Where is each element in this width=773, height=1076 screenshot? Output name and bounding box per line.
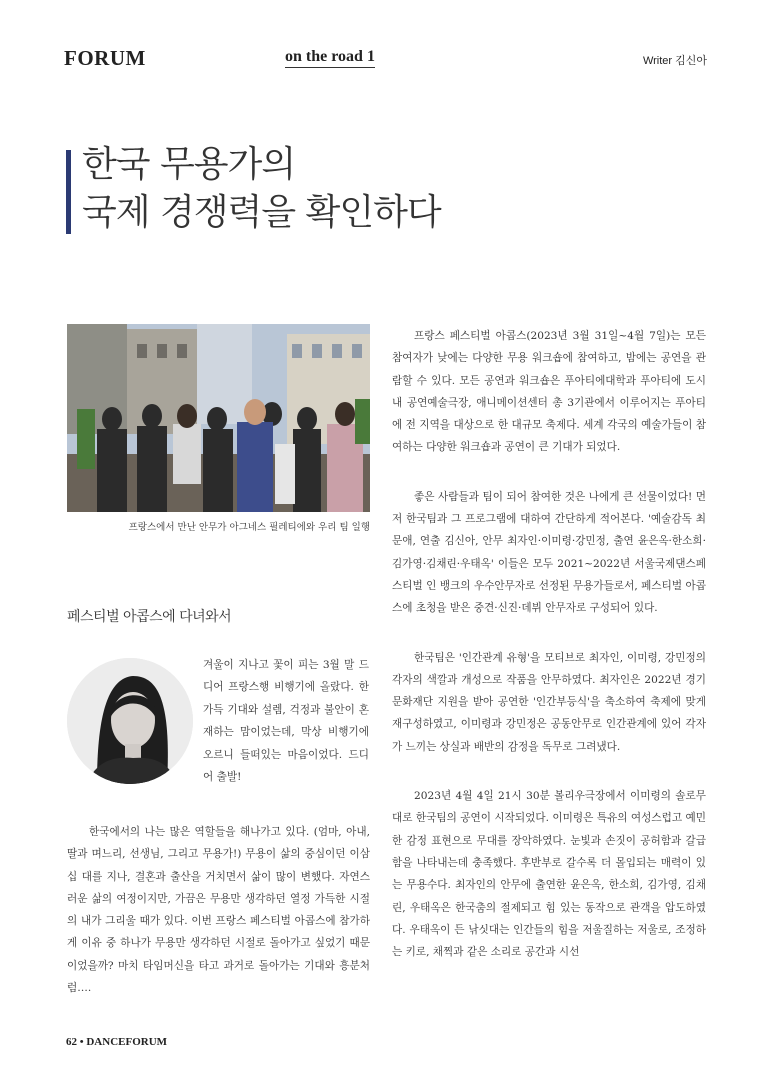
article-title: [82, 141, 441, 237]
body-paragraph: 좋은 사람들과 팀이 되어 참여한 것은 나에게 큰 선물이었다! 먼저 한국팀과 그 프로그램에 대하여 간단하게 적어본다. '예술감독 최문애, 연출 김신아, 안무 최자인·이미령·강민정, 출연 윤은옥·한소희·김가영·김채린·우태옥' 이들은 모두 2021~2022년 서울국제댄스페스티벌 인 뱅크의 우수안무자로 선정된 무용가들로서, 페스티벌 아콥스에 초청을 받은 중견·신진·데뷔 안무자로 구성되어 있다.: [392, 490, 706, 615]
writer-credit: Writer 김신아: [642, 55, 707, 67]
title-line-2: 국제 경쟁력을 확인하다: [82, 192, 441, 233]
photo-caption: 프랑스에서 만난 안무가 아그네스 필레티에와 우리 팀 일행: [128, 522, 370, 533]
magazine-name: DANCEFORUM: [86, 1036, 168, 1048]
left-body-paragraph: 한국에서의 나는 많은 역할들을 해나가고 있다. (엄마, 아내, 딸과 며느리, 선생님, 그리고 무용가!) 무용이 삶의 중심이던 이삼십 대를 지나, 결혼과 출산을 거치면서 삶이 많이 변했다. 자연스러운 삶의 여정이지만, 가끔은 무용만 생각하던 열정 가득한 시절의 내가 그리울 때가 있다. 이번 프랑스 페스티벌 아콥스에 참가하게 이유 중 하나가 무용만 생각하던 시절로 돌아가고 싶었기 때문이었을까? 마치 타임머신을 타고 과거로 돌아가는 기대와 흥분처럼….: [67, 826, 370, 995]
intro-paragraph: 겨울이 지나고 꽃이 피는 3월 말 드디어 프랑스행 비행기에 올랐다. 한가득 기대와 설렘, 걱정과 불안이 혼재하는 맘이었는데, 막상 비행기에 오르니 들떠있는 마음이었다. 드디어 출발!: [203, 659, 369, 784]
page-number: 62: [66, 1036, 77, 1048]
series-label: on the road 1: [285, 48, 375, 68]
title-line-1: 한국 무용가의: [82, 144, 296, 185]
section-label: FORUM: [64, 46, 146, 70]
section-subhead: 페스티벌 아콥스에 다녀와서: [67, 609, 232, 625]
page-footer: [66, 1036, 167, 1048]
right-column: [392, 325, 706, 990]
body-paragraph: 한국팀은 '인간관계 유형'을 모티브로 최자인, 이미령, 강민정의 각자의 색깔과 개성으로 작품을 안무하였다. 최자인은 2022년 경기문화재단 지원을 받아 공연한 '인간부등식'을 축소하여 축제에 맞게 재구성하였고, 이미령과 강민정은 공동안무로 인간관계에 있어 각자가 느끼는 상실과 배반의 감정을 독무로 그려냈다.: [392, 651, 706, 753]
body-paragraph: 2023년 4월 4일 21시 30분 볼리우극장에서 이미령의 솔로무대로 한국팀의 공연이 시작되었다. 이미령은 특유의 여성스럽고 예민한 감정 표현으로 무대를 장악하였다. 눈빛과 손짓이 공허함과 갈급함을 나타내는데 충족했다. 후반부로 갈수록 더 몰입되는 매력이 있는 무용수다. 최자인의 안무에 출연한 윤은옥, 한소희, 김가영, 김채린, 우태옥은 한국춤의 절제되고 힘 있는 동작으로 관객을 압도하였다. 우태옥이 든 낚싯대는 인간들의 힘을 저울질하는 저울로, 조정하는 키로, 채찍과 같은 소리로 공간과 시선: [392, 790, 706, 959]
body-paragraph: 프랑스 페스티벌 아콥스(2023년 3월 31일~4월 7일)는 모든 참여자가 낮에는 다양한 무용 워크숍에 참여하고, 밤에는 공연을 관람할 수 있다. 모든 공연과 워크숍은 푸아티에대학과 푸아티에 도시 내 공연예술극장, 애니메이션센터 총 3기관에서 이루어지는 푸아티에 전 지역을 대상으로 한 대규모 축제다. 세계 각국의 예술가들이 참여하는 다양한 워크숍과 공연이 큰 기대가 되었다.: [392, 330, 706, 454]
group-photo: [67, 324, 370, 512]
title-accent-bar: [66, 150, 71, 234]
footer-bullet: •: [79, 1036, 84, 1048]
author-portrait: [67, 658, 193, 784]
